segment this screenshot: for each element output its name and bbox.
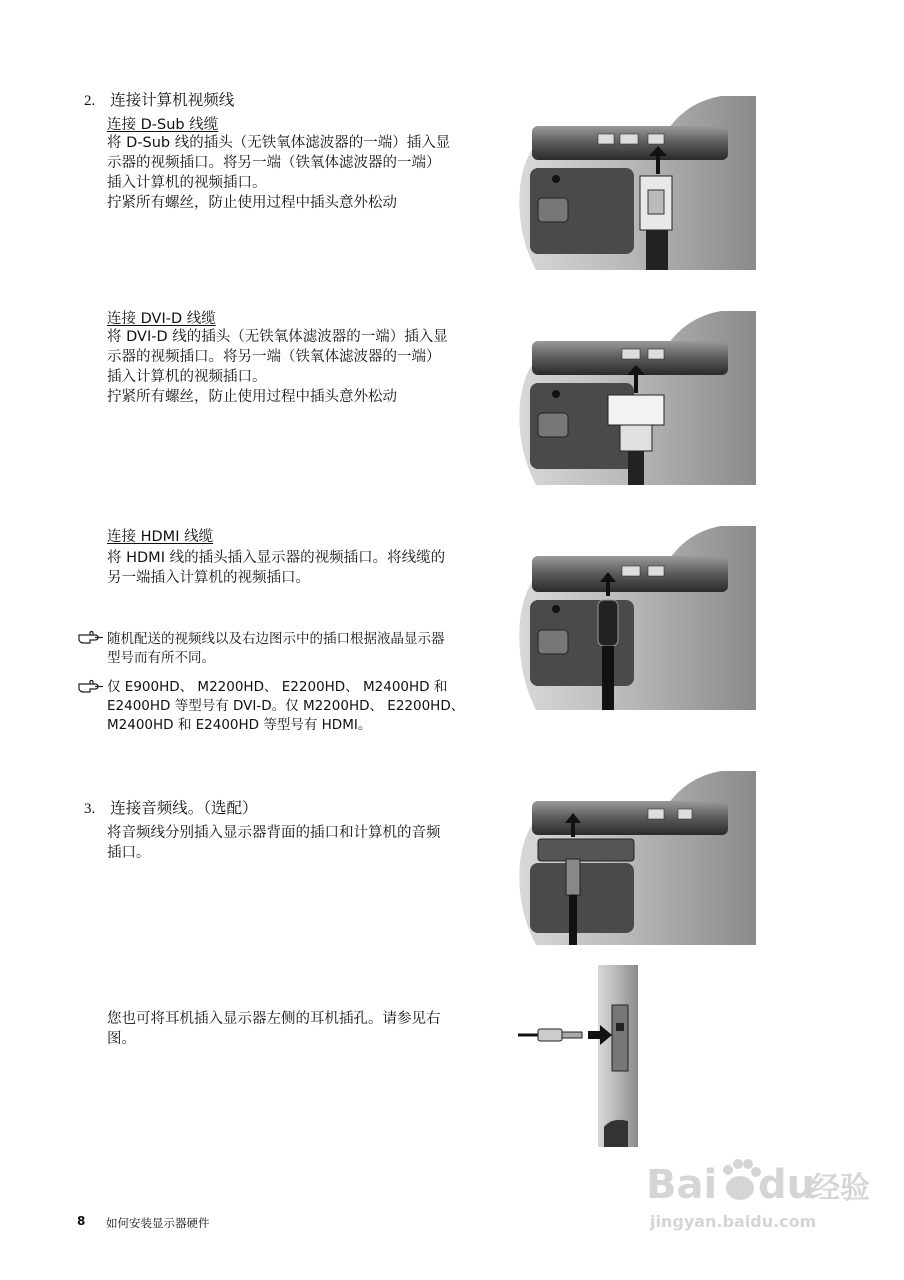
hdmi-connection-figure (516, 520, 756, 710)
pointing-hand-icon (78, 679, 104, 693)
svg-text:du: du (758, 1162, 816, 1208)
note-line: E2400HD 等型号有 DVI-D。仅 M2200HD、 E2200HD、 (107, 698, 465, 714)
audio-instructions (107, 823, 507, 863)
note-line: M2400HD 和 E2400HD 等型号有 HDMI。 (107, 717, 372, 733)
note-line: 型号而有所不同。 (107, 650, 215, 666)
text-line: 将音频线分别插入显示器背面的插口和计算机的音频 (107, 825, 441, 841)
watermark-url: jingyan.baidu.com (650, 1212, 817, 1231)
watermark-brand-cn: 经验 (810, 1171, 870, 1206)
page-number: 8 (77, 1214, 86, 1228)
text-line: 将 D-Sub 线的插头（无铁氧体滤波器的一端）插入显 (107, 135, 451, 151)
headphone-connection-figure (516, 965, 656, 1147)
audio-connection-figure (516, 767, 756, 945)
note-line: 仅 E900HD、 M2200HD、 E2200HD、 M2400HD 和 (107, 679, 448, 695)
text-line: 插入计算机的视频插口。 (107, 175, 267, 191)
footer-section-title: 如何安装显示器硬件 (106, 1216, 210, 1230)
step-2-heading (84, 88, 234, 110)
text-line: 插入计算机的视频插口。 (107, 369, 267, 385)
step-title: 连接音频线。（选配） (110, 799, 258, 817)
svg-text:Bai: Bai (646, 1162, 718, 1208)
note-2 (107, 678, 507, 735)
text-line: 拧紧所有螺丝，防止使用过程中插头意外松动 (107, 195, 397, 211)
step-number: 2. (84, 93, 96, 109)
text-line: 另一端插入计算机的视频插口。 (107, 570, 310, 586)
text-line: 示器的视频插口。将另一端（铁氧体滤波器的一端） (107, 349, 441, 365)
pointing-hand-icon (78, 630, 104, 644)
dvi-heading: 连接 DVI-D 线缆 (107, 311, 216, 327)
dsub-heading: 连接 D-Sub 线缆 (107, 117, 219, 133)
text-line: 将 HDMI 线的插头插入显示器的视频插口。将线缆的 (107, 550, 446, 566)
text-line: 插口。 (107, 845, 151, 861)
text-line: 拧紧所有螺丝，防止使用过程中插头意外松动 (107, 389, 397, 405)
hdmi-instructions (107, 548, 507, 588)
text-line: 图。 (107, 1031, 136, 1047)
note-1 (107, 630, 507, 668)
text-line: 您也可将耳机插入显示器左侧的耳机插孔。请参见右 (107, 1011, 441, 1027)
dsub-connection-figure (516, 92, 756, 270)
hdmi-heading: 连接 HDMI 线缆 (107, 529, 214, 545)
watermark (640, 1140, 870, 1240)
step-3-heading (84, 796, 257, 818)
dvi-connection-figure (516, 307, 756, 485)
dsub-instructions (107, 133, 507, 213)
headphone-instructions (107, 1009, 507, 1049)
step-title: 连接计算机视频线 (110, 91, 235, 109)
dvi-instructions (107, 327, 507, 407)
text-line: 将 DVI-D 线的插头（无铁氧体滤波器的一端）插入显 (107, 329, 448, 345)
note-line: 随机配送的视频线以及右边图示中的插口根据液晶显示器 (107, 631, 445, 647)
step-number: 3. (84, 801, 96, 817)
text-line: 示器的视频插口。将另一端（铁氧体滤波器的一端） (107, 155, 441, 171)
